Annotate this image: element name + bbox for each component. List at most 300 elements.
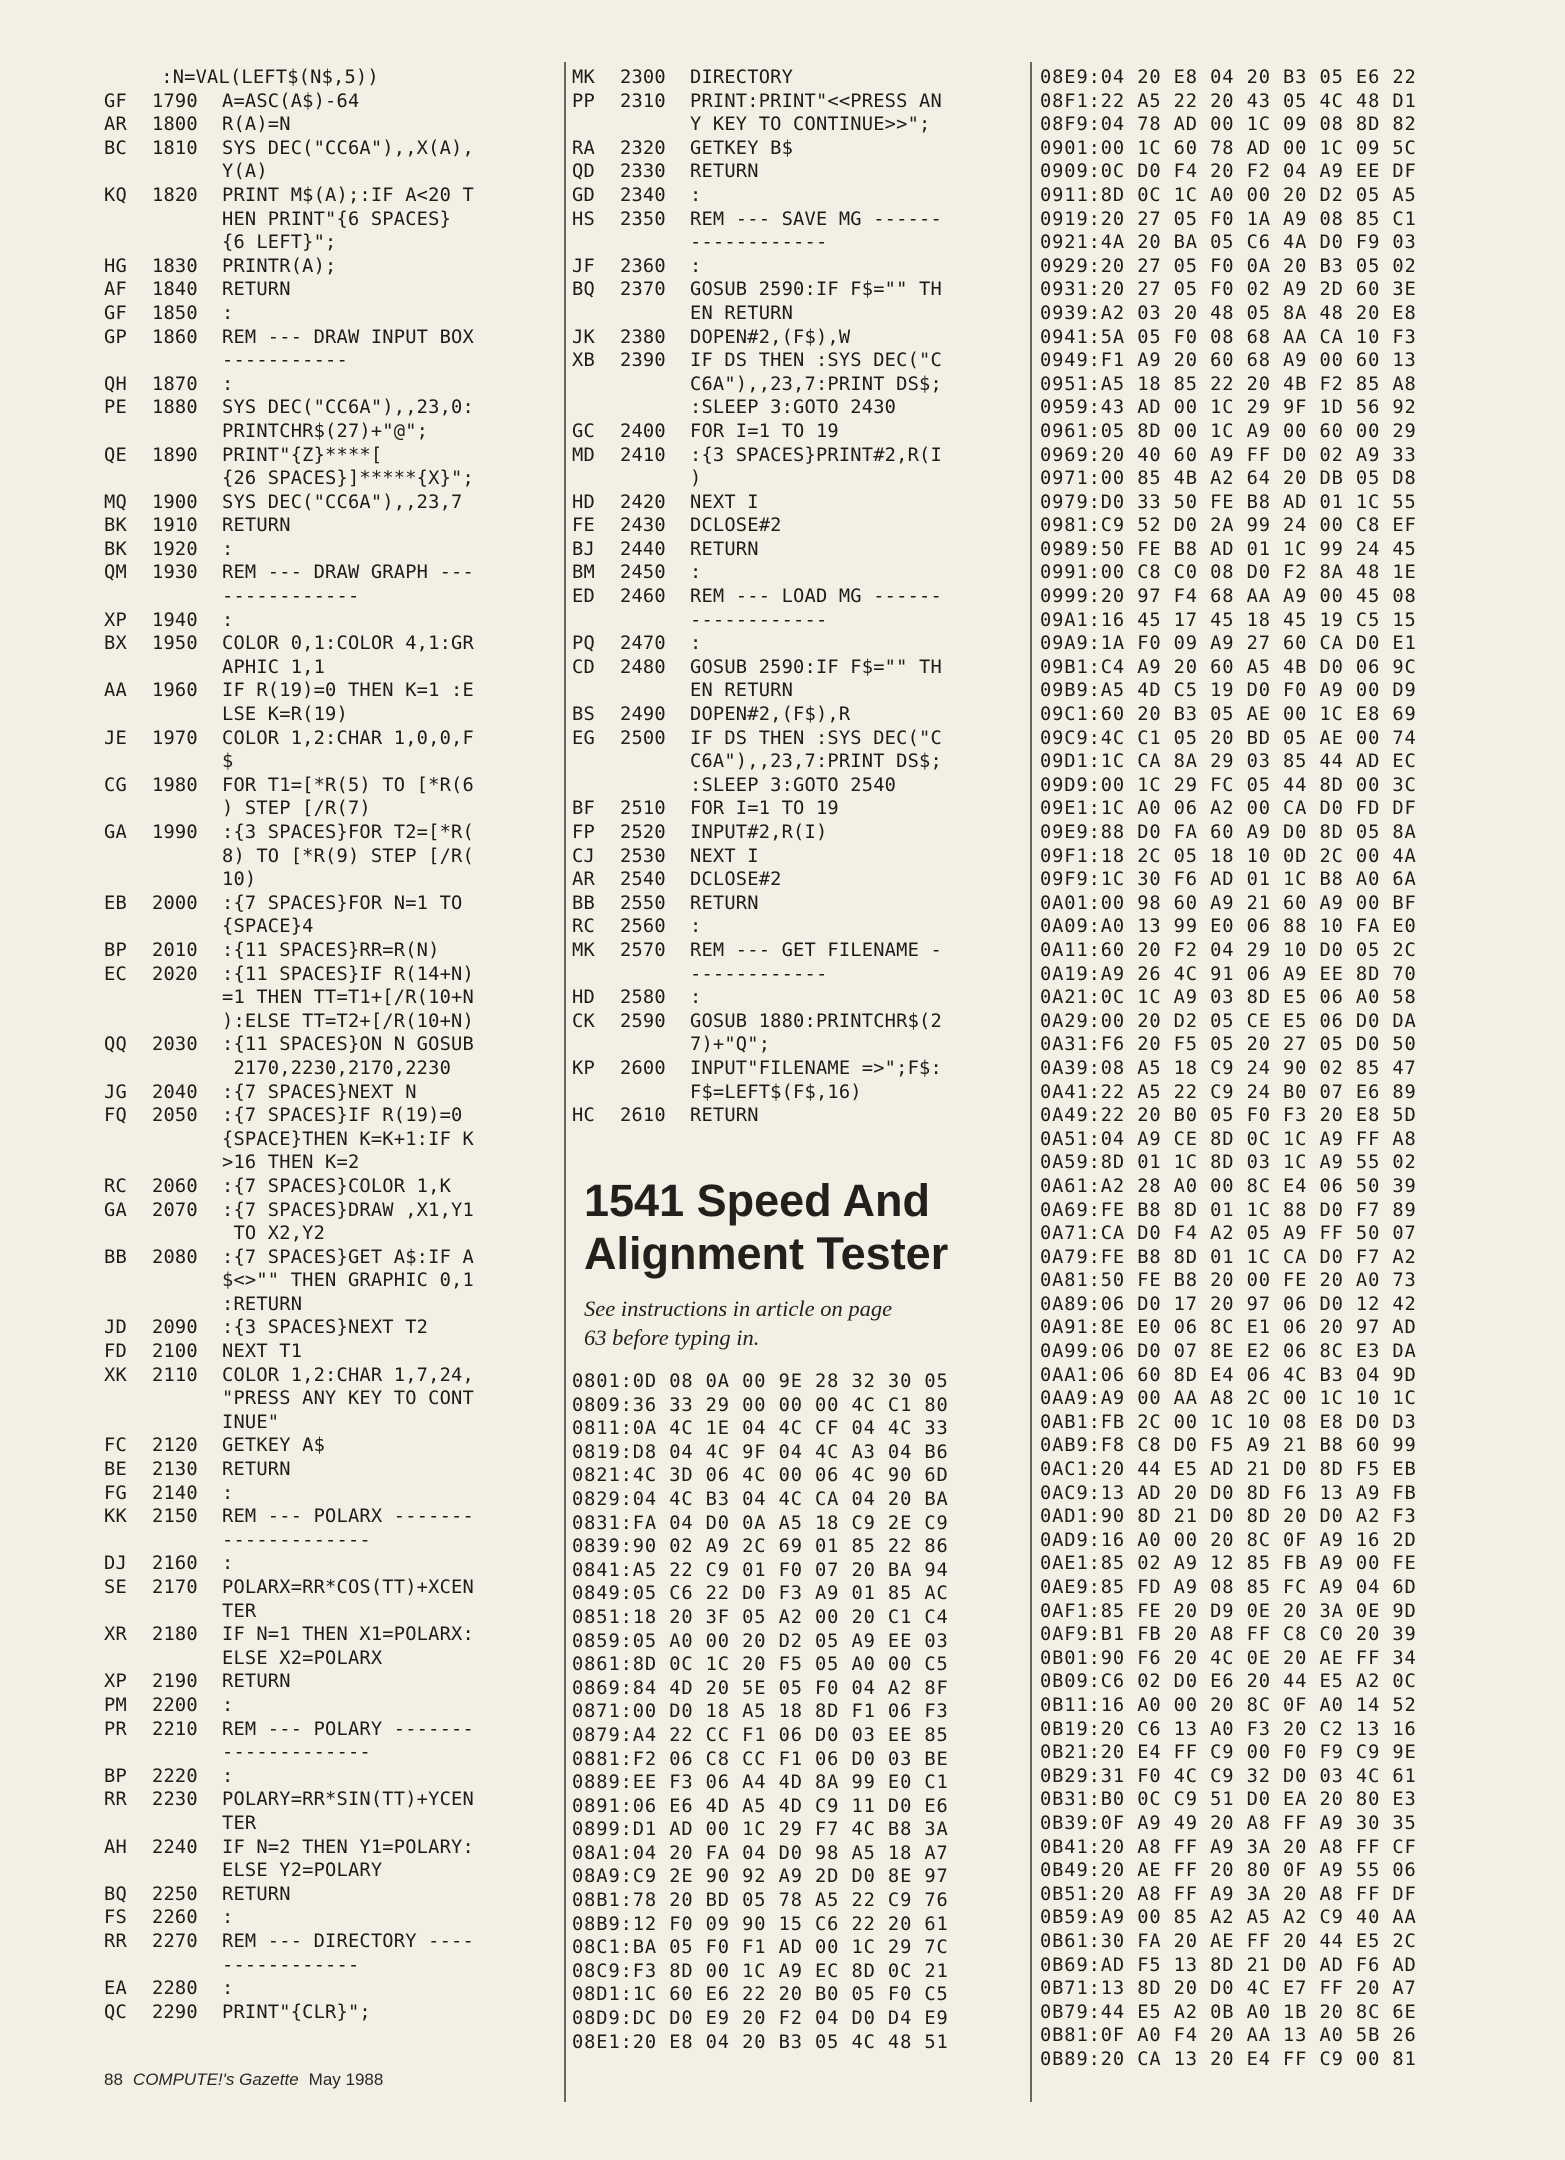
- listing-line: [572, 467, 1022, 491]
- line-number: [620, 750, 690, 774]
- line-number: [620, 609, 690, 633]
- statement: PRINTCHR$(27)+"@";: [222, 420, 429, 442]
- checksum: ED: [572, 586, 595, 608]
- checksum: QD: [572, 161, 595, 183]
- listing-line: [572, 66, 1022, 90]
- statement: RETURN: [690, 1105, 759, 1127]
- line-number: 2230: [152, 1789, 198, 1811]
- hex-line: 0B31:B0 0C C9 51 D0 EA 20 80 E3: [1040, 1789, 1417, 1811]
- listing-line: [104, 66, 554, 90]
- hex-line: 09E1:1C A0 06 A2 00 CA D0 FD DF: [1040, 798, 1417, 820]
- hex-line: 09F9:1C 30 F6 AD 01 1C B8 A0 6A: [1040, 869, 1417, 891]
- hex-line: 0901:00 1C 60 78 AD 00 1C 09 5C: [1040, 137, 1417, 159]
- hex-line: 0891:06 E6 4D A5 4D C9 11 D0 E6: [572, 1795, 949, 1817]
- issue-date: May 1988: [308, 2070, 384, 2089]
- statement: :: [222, 1694, 234, 1716]
- line-number: 1890: [152, 444, 198, 466]
- statement: NEXT T1: [222, 1341, 303, 1363]
- statement: :{11 SPACES}ON N GOSUB: [222, 1034, 474, 1056]
- listing-line: [104, 609, 554, 633]
- basic-listing-middle: [572, 66, 1022, 1128]
- checksum: RC: [572, 916, 595, 938]
- line-number: 2120: [152, 1435, 198, 1457]
- statement: TER: [222, 1812, 257, 1834]
- line-number: 2390: [620, 350, 666, 372]
- line-number: 2410: [620, 444, 666, 466]
- checksum: RC: [104, 1175, 127, 1197]
- hex-line: 0849:05 C6 22 D0 F3 A9 01 85 AC: [572, 1583, 949, 1605]
- statement: {SPACE}4: [222, 916, 314, 938]
- checksum: FG: [104, 1482, 127, 1504]
- hex-line: 0B09:C6 02 D0 E6 20 44 E5 A2 0C: [1040, 1671, 1417, 1693]
- statement: C6A"),,23,7:PRINT DS$;: [690, 373, 942, 395]
- checksum: SE: [104, 1577, 127, 1598]
- listing-line: [572, 656, 1022, 680]
- statement: NEXT I: [690, 845, 759, 867]
- statement: C6A"),,23,7:PRINT DS$;: [690, 751, 942, 773]
- listing-line: [104, 1859, 554, 1883]
- checksum: BE: [104, 1459, 127, 1481]
- line-number: [152, 467, 222, 491]
- checksum: [104, 868, 152, 892]
- line-number: 2360: [620, 255, 666, 277]
- line-number: [620, 1033, 690, 1057]
- line-number: 2060: [152, 1175, 198, 1197]
- hex-line: 0A91:8E E0 06 8C E1 06 20 97 AD: [1040, 1317, 1417, 1339]
- listing-line: [104, 255, 554, 279]
- line-number: 2090: [152, 1317, 198, 1339]
- line-number: 2130: [152, 1459, 198, 1481]
- hex-line: 0899:D1 AD 00 1C 29 F7 4C B8 3A: [572, 1819, 949, 1841]
- checksum: BK: [104, 538, 127, 560]
- listing-line: [104, 656, 554, 680]
- checksum: AF: [104, 279, 127, 301]
- checksum: EG: [572, 727, 595, 749]
- hex-line: 0AF9:B1 FB 20 A8 FF C8 C0 20 39: [1040, 1624, 1417, 1646]
- line-number: 2540: [620, 869, 666, 891]
- listing-line: [572, 750, 1022, 774]
- listing-line: [104, 467, 554, 491]
- checksum: XB: [572, 350, 595, 372]
- statement: SYS DEC("CC6A"),,23,0:: [222, 397, 474, 419]
- line-number: [152, 656, 222, 680]
- checksum: AA: [104, 680, 127, 702]
- listing-line: [104, 1977, 554, 2001]
- line-number: 2260: [152, 1907, 198, 1929]
- statement: -------------: [222, 1529, 371, 1551]
- statement: POLARY=RR*SIN(TT)+YCEN: [222, 1789, 474, 1811]
- line-number: 2140: [152, 1482, 198, 1504]
- line-number: [152, 986, 222, 1010]
- checksum: KP: [572, 1057, 595, 1079]
- line-number: [620, 1081, 690, 1105]
- hex-line: 08F9:04 78 AD 00 1C 09 08 8D 82: [1040, 114, 1417, 136]
- listing-line: [104, 160, 554, 184]
- checksum: AR: [572, 869, 595, 891]
- checksum: XP: [104, 609, 127, 631]
- listing-line: [104, 184, 554, 208]
- line-number: [620, 679, 690, 703]
- statement: COLOR 0,1:COLOR 4,1:GR: [222, 633, 474, 655]
- checksum: [104, 703, 152, 727]
- line-number: 2150: [152, 1506, 198, 1528]
- hex-line: 0A19:A9 26 4C 91 06 A9 EE 8D 70: [1040, 963, 1417, 985]
- line-number: [152, 1293, 222, 1317]
- statement: 10): [222, 869, 257, 891]
- statement: R(A)=N: [222, 114, 291, 136]
- checksum: JK: [572, 326, 595, 348]
- statement: RETURN: [222, 1883, 291, 1905]
- hex-line: 0B39:0F A9 49 20 A8 FF A9 30 35: [1040, 1812, 1417, 1834]
- listing-line: [104, 1151, 554, 1175]
- statement: PRINT M$(A);:IF A<20 T: [222, 184, 474, 206]
- hex-line: 09B9:A5 4D C5 19 D0 F0 A9 00 D9: [1040, 680, 1417, 702]
- line-number: 2490: [620, 704, 666, 726]
- line-number: 2220: [152, 1765, 198, 1787]
- listing-line: [104, 1930, 554, 1954]
- hex-line: 0AC1:20 44 E5 AD 21 D0 8D F5 EB: [1040, 1459, 1417, 1481]
- hex-line: 0A51:04 A9 CE 8D 0C 1C A9 FF A8: [1040, 1128, 1417, 1150]
- hex-line: 0B11:16 A0 00 20 8C 0F A0 14 52: [1040, 1694, 1417, 1716]
- hex-line: 0979:D0 33 50 FE B8 AD 01 1C 55: [1040, 491, 1417, 513]
- checksum: GD: [572, 184, 595, 206]
- statement: :: [222, 302, 234, 324]
- hex-line: 0A61:A2 28 A0 00 8C E4 06 50 39: [1040, 1175, 1417, 1197]
- listing-line: [572, 632, 1022, 656]
- line-number: 2520: [620, 822, 666, 843]
- line-number: 1970: [152, 727, 198, 749]
- hex-line: 0809:36 33 29 00 00 00 4C C1 80: [572, 1394, 949, 1416]
- listing-line: [104, 538, 554, 562]
- hex-line: 0B49:20 AE FF 20 80 0F A9 55 06: [1040, 1860, 1417, 1882]
- checksum: GP: [104, 326, 127, 348]
- line-number: 1950: [152, 633, 198, 655]
- listing-line: [572, 1033, 1022, 1057]
- listing-line: [572, 278, 1022, 302]
- line-number: 2610: [620, 1105, 666, 1127]
- hex-line: 0971:00 85 4B A2 64 20 DB 05 D8: [1040, 468, 1417, 490]
- listing-line: [104, 1010, 554, 1034]
- checksum: QH: [104, 373, 127, 395]
- line-number: 2590: [620, 1010, 666, 1032]
- checksum: HG: [104, 255, 127, 277]
- checksum: [104, 1010, 152, 1034]
- checksum: BC: [104, 137, 127, 159]
- hex-line: 0A89:06 D0 17 20 97 06 D0 12 42: [1040, 1293, 1417, 1315]
- hex-line: 0889:EE F3 06 A4 4D 8A 99 E0 C1: [572, 1772, 949, 1794]
- line-number: [152, 349, 222, 373]
- listing-line: [104, 1576, 554, 1600]
- line-number: 2350: [620, 208, 666, 230]
- checksum: CD: [572, 656, 595, 678]
- listing-line: [104, 1316, 554, 1340]
- listing-line: [572, 915, 1022, 939]
- checksum: BQ: [104, 1883, 127, 1905]
- checksum: [104, 1411, 152, 1435]
- line-number: 2070: [152, 1199, 198, 1221]
- statement: PRINT"{CLR}";: [222, 2001, 371, 2023]
- listing-line: [104, 1057, 554, 1081]
- line-number: [620, 373, 690, 397]
- line-number: [152, 915, 222, 939]
- line-number: [152, 1647, 222, 1671]
- hex-line: 0869:84 4D 20 5E 05 F0 04 A2 8F: [572, 1677, 949, 1699]
- checksum: BJ: [572, 538, 595, 560]
- line-number: [152, 1600, 222, 1624]
- hex-line: 08A9:C9 2E 90 92 A9 2D D0 8E 97: [572, 1866, 949, 1888]
- listing-line: [572, 137, 1022, 161]
- hex-line: 0A79:FE B8 8D 01 1C CA D0 F7 A2: [1040, 1246, 1417, 1268]
- hex-line: 0B79:44 E5 A2 0B A0 1B 20 8C 6E: [1040, 2001, 1417, 2023]
- hex-line: 0A11:60 20 F2 04 29 10 D0 05 2C: [1040, 939, 1417, 961]
- hex-line: 09E9:88 D0 FA 60 A9 D0 8D 05 8A: [1040, 822, 1417, 843]
- column-rule-left: [564, 62, 566, 2102]
- statement: HEN PRINT"{6 SPACES}: [222, 208, 452, 230]
- statement: INUE": [222, 1411, 280, 1433]
- statement: INPUT"FILENAME =>";F$:: [690, 1057, 942, 1079]
- line-number: 1920: [152, 538, 198, 560]
- statement: :: [690, 562, 702, 584]
- line-number: 2430: [620, 515, 666, 537]
- checksum: HD: [572, 491, 595, 513]
- hex-line: 0AB9:F8 C8 D0 F5 A9 21 B8 60 99: [1040, 1435, 1417, 1457]
- checksum: RR: [104, 1930, 127, 1952]
- checksum: [104, 585, 152, 609]
- listing-line: [104, 845, 554, 869]
- listing-line: [104, 750, 554, 774]
- statement: ):ELSE TT=T2+[/R(10+N): [222, 1010, 474, 1032]
- checksum: [104, 349, 152, 373]
- checksum: BQ: [572, 279, 595, 301]
- checksum: BP: [104, 1765, 127, 1787]
- line-number: [152, 1387, 222, 1411]
- hex-line: 0A49:22 20 B0 05 F0 F3 20 E8 5D: [1040, 1105, 1417, 1127]
- hex-line: 0A41:22 A5 22 C9 24 B0 07 E6 89: [1040, 1081, 1417, 1103]
- checksum: [104, 467, 152, 491]
- listing-line: [104, 396, 554, 420]
- listing-line: [572, 868, 1022, 892]
- checksum: [104, 845, 152, 869]
- checksum: [572, 373, 620, 397]
- listing-line: [572, 1081, 1022, 1105]
- listing-line: [104, 1906, 554, 1930]
- line-number: [620, 113, 690, 137]
- line-number: [152, 703, 222, 727]
- statement: :SLEEP 3:GOTO 2430: [690, 397, 897, 419]
- listing-line: [572, 797, 1022, 821]
- statement: Y(A): [222, 161, 268, 183]
- checksum: BK: [104, 515, 127, 537]
- line-number: 2110: [152, 1364, 198, 1386]
- listing-line: [104, 986, 554, 1010]
- checksum: GF: [104, 90, 127, 112]
- checksum: [104, 1293, 152, 1317]
- article-subtitle-line-2: 63 before typing in.: [584, 1325, 760, 1350]
- line-number: 1790: [152, 90, 198, 112]
- checksum: [104, 750, 152, 774]
- hex-line: 09C1:60 20 B3 05 AE 00 1C E8 69: [1040, 704, 1417, 726]
- checksum: XR: [104, 1624, 127, 1646]
- checksum: JG: [104, 1081, 127, 1103]
- hex-line: 0A71:CA D0 F4 A2 05 A9 FF 50 07: [1040, 1223, 1417, 1245]
- hex-line: 08F1:22 A5 22 20 43 05 4C 48 D1: [1040, 90, 1417, 112]
- line-number: 1840: [152, 279, 198, 301]
- checksum: [104, 1600, 152, 1624]
- listing-line: [104, 774, 554, 798]
- basic-listing-left-column: [104, 66, 554, 2024]
- statement: SYS DEC("CC6A"),,X(A),: [222, 137, 474, 159]
- hex-line: 0A09:A0 13 99 E0 06 88 10 FA E0: [1040, 916, 1417, 938]
- hex-line: 0B71:13 8D 20 D0 4C E7 FF 20 A7: [1040, 1978, 1417, 2000]
- line-number: 2580: [620, 987, 666, 1009]
- listing-line: [572, 679, 1022, 703]
- checksum: [104, 1859, 152, 1883]
- checksum: [104, 1954, 152, 1978]
- page-footer: [104, 2070, 383, 2090]
- line-number: 2510: [620, 798, 666, 820]
- checksum: PM: [104, 1694, 127, 1716]
- checksum: GC: [572, 420, 595, 442]
- statement: ------------: [690, 609, 828, 631]
- line-number: [620, 396, 690, 420]
- listing-line: [104, 892, 554, 916]
- checksum: [104, 1057, 152, 1081]
- statement: IF DS THEN :SYS DEC("C: [690, 350, 942, 372]
- hex-line: 08B9:12 F0 09 90 15 C6 22 20 61: [572, 1913, 949, 1935]
- checksum: GA: [104, 1199, 127, 1221]
- statement: :: [690, 987, 702, 1009]
- line-number: [152, 1741, 222, 1765]
- statement: ): [690, 468, 702, 490]
- statement: RETURN: [222, 1671, 291, 1693]
- statement: {26 SPACES}]*****{X}";: [222, 468, 474, 490]
- checksum: MQ: [104, 491, 127, 513]
- statement: :: [222, 373, 234, 395]
- checksum: [572, 396, 620, 420]
- hex-line: 0811:0A 4C 1E 04 4C CF 04 4C 33: [572, 1418, 949, 1440]
- checksum: GA: [104, 822, 127, 843]
- statement: IF N=1 THEN X1=POLARX:: [222, 1624, 474, 1646]
- line-number: 2290: [152, 2001, 198, 2023]
- line-number: 2160: [152, 1553, 198, 1575]
- line-number: 2080: [152, 1246, 198, 1268]
- checksum: KQ: [104, 184, 127, 206]
- checksum: AH: [104, 1836, 127, 1858]
- statement: :: [222, 1907, 234, 1929]
- statement: RETURN: [690, 892, 759, 914]
- statement: DOPEN#2,(F$),W: [690, 326, 851, 348]
- listing-line: [572, 821, 1022, 845]
- listing-line: [572, 1010, 1022, 1034]
- listing-line: [104, 1246, 554, 1270]
- statement: REM --- LOAD MG ------: [690, 586, 942, 608]
- line-number: [620, 963, 690, 987]
- hex-line: 0A59:8D 01 1C 8D 03 1C A9 55 02: [1040, 1152, 1417, 1174]
- statement: REM --- DRAW INPUT BOX: [222, 326, 474, 348]
- hex-line: 09A9:1A F0 09 A9 27 60 CA D0 E1: [1040, 633, 1417, 655]
- statement: FOR I=1 TO 19: [690, 798, 839, 820]
- checksum: BB: [104, 1246, 127, 1268]
- statement: REM --- DIRECTORY ----: [222, 1930, 474, 1952]
- statement: 7)+"Q";: [690, 1034, 771, 1056]
- checksum: [104, 160, 152, 184]
- listing-line: [572, 1057, 1022, 1081]
- listing-line: [104, 1033, 554, 1057]
- checksum: [572, 231, 620, 255]
- listing-line: [104, 797, 554, 821]
- listing-line: [104, 90, 554, 114]
- hex-line: 0969:20 40 60 A9 FF D0 02 A9 33: [1040, 444, 1417, 466]
- statement: A=ASC(A$)-64: [222, 90, 360, 112]
- checksum: FC: [104, 1435, 127, 1457]
- checksum: PQ: [572, 633, 595, 655]
- statement: PRINT:PRINT"<<PRESS AN: [690, 90, 942, 112]
- listing-line: [104, 679, 554, 703]
- line-number: 1910: [152, 515, 198, 537]
- hex-line: 0919:20 27 05 F0 1A A9 08 85 C1: [1040, 208, 1417, 230]
- line-number: [152, 750, 222, 774]
- listing-line: [572, 444, 1022, 468]
- line-number: 2180: [152, 1624, 198, 1646]
- line-number: [152, 797, 222, 821]
- checksum: [104, 915, 152, 939]
- hex-line: 09D9:00 1C 29 FC 05 44 8D 00 3C: [1040, 774, 1417, 796]
- checksum: AR: [104, 114, 127, 136]
- statement: :: [222, 609, 234, 631]
- listing-line: [104, 278, 554, 302]
- listing-line: [104, 1765, 554, 1789]
- hex-line: 0A21:0C 1C A9 03 8D E5 06 A0 58: [1040, 987, 1417, 1009]
- listing-line: [572, 491, 1022, 515]
- line-number: 2030: [152, 1034, 198, 1056]
- statement: ------------: [690, 963, 828, 985]
- statement: {SPACE}THEN K=K+1:IF K: [222, 1128, 474, 1150]
- hex-line: 09C9:4C C1 05 20 BD 05 AE 00 74: [1040, 727, 1417, 749]
- statement: :{7 SPACES}DRAW ,X1,Y1: [222, 1199, 474, 1221]
- listing-line: [104, 1836, 554, 1860]
- hex-line: 0AE9:85 FD A9 08 85 FC A9 04 6D: [1040, 1577, 1417, 1598]
- line-number: 1860: [152, 326, 198, 348]
- line-number: 2100: [152, 1341, 198, 1363]
- statement: -------------: [222, 1742, 371, 1764]
- checksum: [104, 656, 152, 680]
- listing-line: [104, 963, 554, 987]
- line-number: [152, 1128, 222, 1152]
- hex-line: 0861:8D 0C 1C 20 F5 05 A0 00 C5: [572, 1654, 949, 1676]
- hex-line: 08D9:DC D0 E9 20 F2 04 D0 D4 E9: [572, 2008, 949, 2030]
- line-number: 1800: [152, 114, 198, 136]
- statement: DOPEN#2,(F$),R: [690, 704, 851, 726]
- listing-line: [104, 491, 554, 515]
- hex-line: 08C9:F3 8D 00 1C A9 EC 8D 0C 21: [572, 1960, 949, 1982]
- statement: GOSUB 1880:PRINTCHR$(2: [690, 1010, 942, 1032]
- hex-line: 0821:4C 3D 06 4C 00 06 4C 90 6D: [572, 1465, 949, 1487]
- statement: :: [690, 255, 702, 277]
- listing-line: [572, 703, 1022, 727]
- basic-listing-middle-column: [572, 66, 1022, 1128]
- checksum: BS: [572, 704, 595, 726]
- checksum: QM: [104, 562, 127, 584]
- listing-line: [104, 1529, 554, 1553]
- listing-line: [104, 1647, 554, 1671]
- hex-line: 0B59:A9 00 85 A2 A5 A2 C9 40 AA: [1040, 1907, 1417, 1929]
- statement: :: [222, 1482, 234, 1504]
- line-number: 1900: [152, 491, 198, 513]
- listing-line: [104, 1505, 554, 1529]
- line-number: 2320: [620, 137, 666, 159]
- hex-line: 0AB1:FB 2C 00 1C 10 08 E8 D0 D3: [1040, 1411, 1417, 1433]
- listing-line: [104, 939, 554, 963]
